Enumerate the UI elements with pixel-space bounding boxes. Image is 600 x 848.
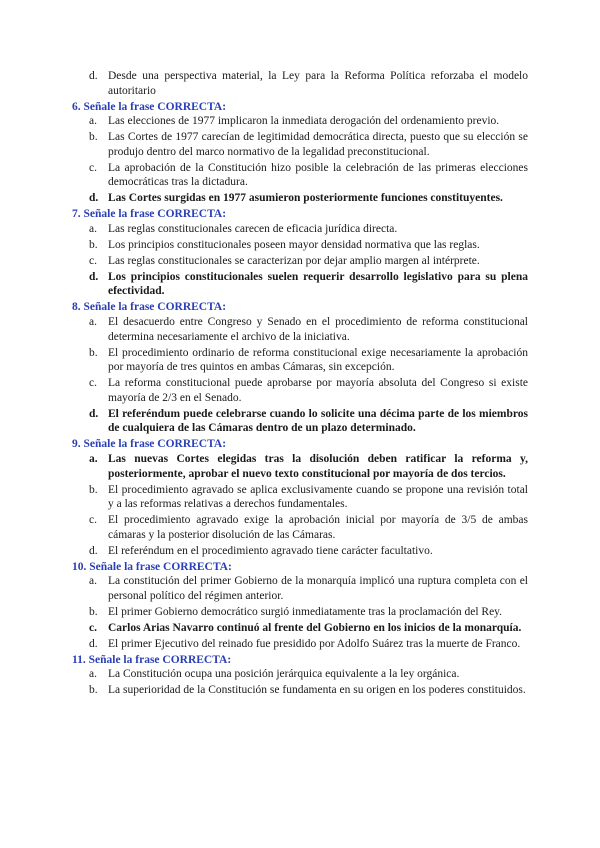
option-b [72, 346, 528, 375]
option-text: Los principios constitucionales suelen requerir desarrollo legislativo para su plena efectividad. [108, 270, 528, 298]
option-list [72, 574, 528, 651]
option-letter: a. [89, 668, 97, 681]
option-letter: d. [89, 70, 98, 82]
option-letter: c. [89, 254, 97, 267]
option-b [72, 483, 528, 512]
option-b [72, 238, 528, 253]
option-text: El procedimiento agravado se aplica exclusivamente cuando se propone una revisión total y a las reformas relativas a derechos fundamentales. [108, 483, 528, 511]
question-block [72, 69, 528, 98]
option-a [72, 222, 528, 237]
option-letter: c. [89, 514, 97, 527]
option-letter: d. [89, 407, 99, 420]
option-list [72, 69, 528, 98]
option-letter: a. [89, 115, 97, 128]
option-c [72, 513, 528, 542]
option-text: Las elecciones de 1977 implicaron la inmediata derogación del ordenamiento previo. [108, 115, 500, 128]
option-c-correct [72, 621, 528, 636]
option-letter: b. [89, 238, 98, 251]
option-text: La aprobación de la Constitución hizo posible la celebración de las primeras elecciones democráticas tras la dictadura. [108, 161, 528, 189]
option-text: La Constitución ocupa una posición jerárquica equivalente a la ley orgánica. [108, 668, 460, 681]
option-letter: a. [89, 452, 98, 465]
option-letter: d. [89, 544, 98, 557]
option-d-correct [72, 407, 528, 436]
question-block [72, 437, 528, 558]
option-d [72, 637, 528, 652]
option-list [72, 667, 528, 698]
question-block [72, 560, 528, 652]
option-a [72, 667, 528, 682]
question-block [72, 100, 528, 206]
option-d [72, 69, 528, 98]
option-letter: d. [89, 270, 99, 283]
option-text: Las nuevas Cortes elegidas tras la disolución deben ratificar la reforma y, posteriormente, aprobar el nuevo texto constitucional por mayoría de dos tercios. [108, 452, 528, 480]
option-text: La reforma constitucional puede aprobarse por mayoría absoluta del Congreso si existe mayoría de 2/3 en el Senado. [108, 377, 528, 404]
option-d-correct [72, 191, 528, 206]
option-letter: a. [89, 575, 97, 588]
document-page [72, 69, 528, 699]
option-text: La constitución del primer Gobierno de la monarquía implicó una ruptura completa con el personal político del régimen anterior. [108, 575, 528, 602]
option-text: Las reglas constitucionales se caracterizan por dejar amplio margen al intérprete. [108, 254, 480, 267]
question-title: 6. Señale la frase CORRECTA: [72, 100, 227, 113]
option-c [72, 254, 528, 269]
question-title: 7. Señale la frase CORRECTA: [72, 208, 227, 221]
option-a-correct [72, 452, 528, 481]
option-d-correct [72, 270, 528, 299]
option-text: La superioridad de la Constitución se fundamenta en su origen en los poderes constituidos. [108, 684, 526, 697]
option-text: Las Cortes surgidas en 1977 asumieron posteriormente funciones constituyentes. [108, 192, 503, 205]
option-letter: d. [89, 192, 99, 205]
question-title: 8. Señale la frase CORRECTA: [72, 301, 227, 314]
option-c [72, 376, 528, 405]
option-text: El referéndum en el procedimiento agravado tiene carácter facultativo. [108, 544, 433, 557]
option-list [72, 114, 528, 206]
question-title: 10. Señale la frase CORRECTA: [72, 560, 232, 573]
option-a [72, 114, 528, 129]
option-text: Las Cortes de 1977 carecían de legitimidad democrática directa, puesto que su elección se produjo dentro del marco normativo de la legalidad preconstitucional. [108, 131, 528, 158]
option-letter: b. [89, 483, 98, 496]
option-b [72, 683, 528, 698]
option-text: Los principios constitucionales poseen mayor densidad normativa que las reglas. [108, 238, 480, 251]
option-c [72, 161, 528, 190]
question-title: 9. Señale la frase CORRECTA: [72, 438, 227, 451]
option-b [72, 130, 528, 159]
option-letter: b. [89, 131, 98, 144]
option-text: El procedimiento agravado exige la aprobación inicial por mayoría de 3/5 de ambas cámaras y la posterior disolución de las Cámaras. [108, 514, 528, 541]
question-block [72, 300, 528, 436]
option-letter: c. [89, 377, 97, 390]
option-text: Las reglas constitucionales carecen de eficacia jurídica directa. [108, 222, 398, 235]
option-a [72, 574, 528, 603]
option-letter: b. [89, 346, 98, 359]
option-text: El referéndum puede celebrarse cuando lo solicite una décima parte de los miembros de cualquiera de las Cámaras dentro de un plazo determinado. [108, 407, 528, 435]
option-b [72, 605, 528, 620]
option-letter: a. [89, 316, 97, 329]
option-d [72, 544, 528, 559]
option-text: El primer Ejecutivo del reinado fue presidido por Adolfo Suárez tras la muerte de Franco. [108, 637, 521, 650]
option-list [72, 452, 528, 558]
question-block [72, 207, 528, 299]
question-block [72, 653, 528, 698]
option-text: El primer Gobierno democrático surgió inmediatamente tras la proclamación del Rey. [108, 605, 503, 618]
option-a [72, 315, 528, 344]
option-text: Desde una perspectiva material, la Ley para la Reforma Política reforzaba el modelo autoritario [108, 70, 528, 97]
question-title: 11. Señale la frase CORRECTA: [72, 653, 232, 666]
option-letter: c. [89, 621, 97, 634]
option-list [72, 315, 528, 436]
option-text: Carlos Arias Navarro continuó al frente del Gobierno en los inicios de la monarquía. [108, 621, 522, 634]
option-letter: d. [89, 637, 98, 650]
option-list [72, 222, 528, 299]
option-letter: b. [89, 605, 98, 618]
option-text: El desacuerdo entre Congreso y Senado en el procedimiento de reforma constitucional determina necesariamente el archivo de la iniciativa. [108, 316, 528, 343]
option-letter: c. [89, 161, 97, 174]
option-letter: a. [89, 222, 97, 235]
option-letter: b. [89, 684, 98, 697]
option-text: El procedimiento ordinario de reforma constitucional exige necesariamente la aprobación por mayoría de tres quintos en ambas Cámaras, sin excepción. [108, 346, 528, 374]
